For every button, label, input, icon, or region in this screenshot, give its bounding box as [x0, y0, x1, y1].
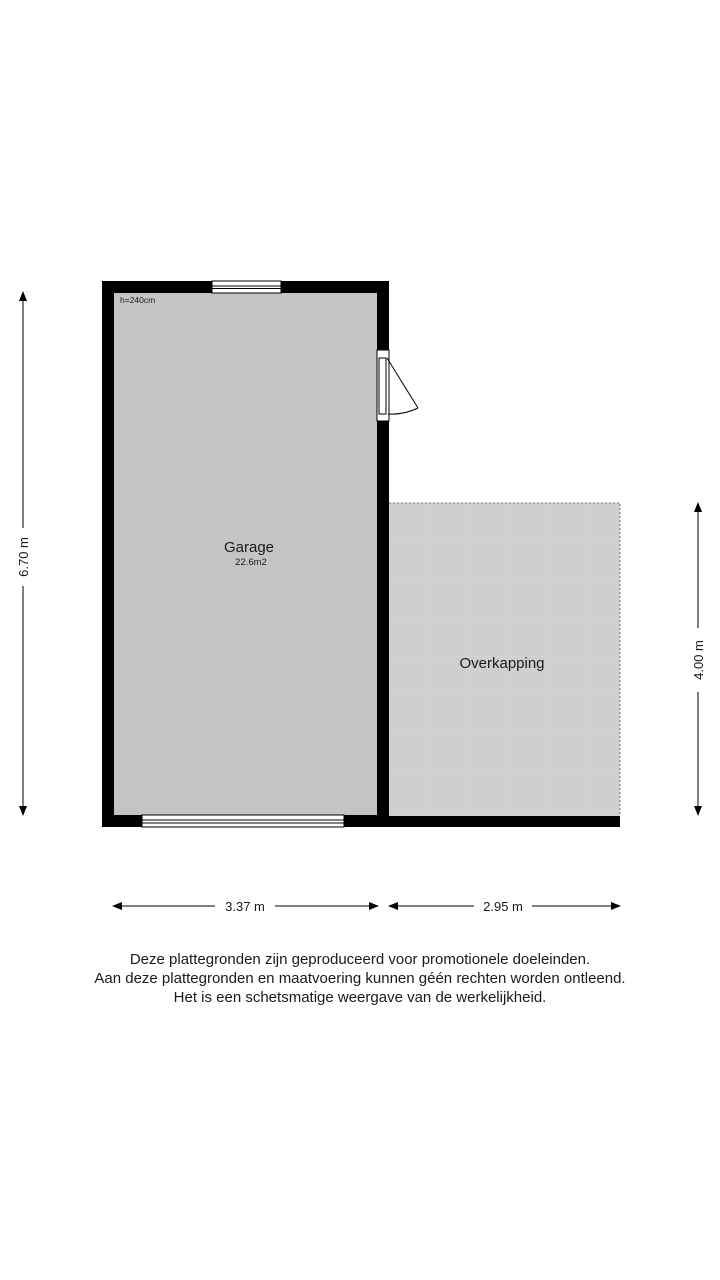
- overkapping-bottom-wall: [389, 816, 620, 827]
- dimension-overkapping-height: [691, 503, 706, 815]
- dimension-overkapping-width-label: 2.95 m: [483, 899, 523, 914]
- garage-door: [142, 815, 344, 827]
- dimension-total-height-label: 6.70 m: [16, 537, 31, 577]
- garage-area-label: 22.6m2: [235, 557, 267, 568]
- dimension-garage-width-label: 3.37 m: [225, 899, 265, 914]
- dimension-total-height: [16, 292, 31, 815]
- overkapping-area: [389, 503, 620, 827]
- side-door: [377, 350, 418, 421]
- ceiling-height-label: h=240cm: [120, 295, 156, 305]
- dimension-overkapping-width: [389, 899, 620, 914]
- disclaimer-line: Aan deze plattegronden en maatvoering kunnen géén rechten worden ontleend.: [94, 970, 626, 987]
- disclaimer-line: Het is een schetsmatige weergave van de werkelijkheid.: [173, 989, 547, 1006]
- dimension-garage-width: [113, 899, 378, 914]
- garage-room: [102, 281, 418, 827]
- dimension-overkapping-height-label: 4.00 m: [691, 640, 706, 680]
- top-window: [212, 281, 281, 293]
- overkapping-label: Overkapping: [459, 655, 545, 672]
- disclaimer: [0, 950, 720, 1007]
- garage-label: Garage: [223, 539, 275, 556]
- disclaimer-line: Deze plattegronden zijn geproduceerd voor promotionele doeleinden.: [129, 951, 591, 968]
